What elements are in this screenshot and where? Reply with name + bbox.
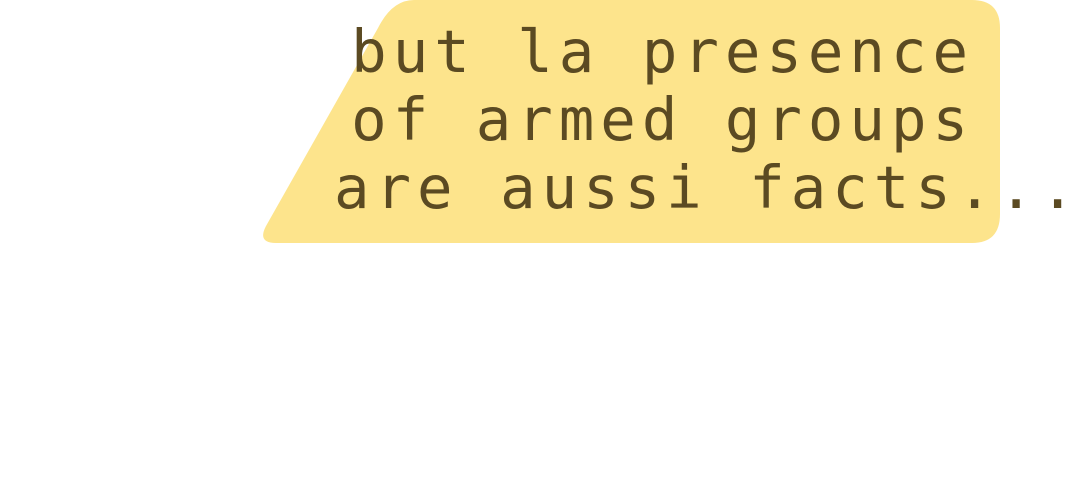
caption-line-3: are aussi facts... bbox=[334, 153, 1081, 222]
caption-line-2: of armed groups bbox=[351, 85, 974, 154]
caption-line-1: but la presence bbox=[351, 17, 974, 86]
caption-text bbox=[334, 17, 1081, 222]
